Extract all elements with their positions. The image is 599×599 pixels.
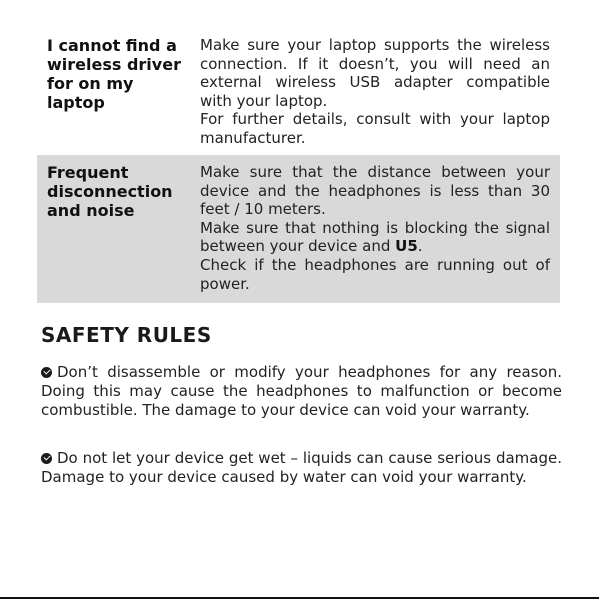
safety-rule-text: Do not let your device get wet – liquids can cause serious damage. Damage to your device caused by water can void your warranty. bbox=[41, 449, 562, 486]
troubleshooting-table bbox=[37, 28, 560, 303]
model-name: U5 bbox=[395, 237, 418, 256]
check-circle-icon bbox=[41, 367, 52, 378]
solution-text: Make sure that nothing is blocking the signal between your device and bbox=[200, 218, 550, 256]
safety-rule bbox=[41, 363, 562, 420]
safety-rules-heading: SAFETY RULES bbox=[41, 323, 212, 347]
troubleshooting-row bbox=[37, 155, 560, 303]
safety-rule-text: Don’t disassemble or modify your headphones for any reason. Doing this may cause the headphones to malfunction or become combustible. The damage to your device can void your warranty. bbox=[41, 363, 562, 419]
problem-cell: I cannot find a wireless driver for on my laptop bbox=[47, 36, 181, 112]
solution-paragraph: Make sure your laptop supports the wireless connection. If it doesn’t, you will need an external wireless USB adapter compatible with your laptop. bbox=[200, 36, 550, 110]
solution-paragraph: For further details, consult with your laptop manufacturer. bbox=[200, 110, 550, 147]
troubleshooting-row bbox=[37, 28, 560, 155]
safety-rule bbox=[41, 449, 562, 487]
solution-cell bbox=[200, 36, 550, 148]
solution-paragraph: Check if the headphones are running out of power. bbox=[200, 255, 550, 293]
solution-paragraph bbox=[200, 219, 550, 256]
solution-paragraph: Make sure that the distance between your device and the headphones is less than 30 feet / 10 meters. bbox=[200, 163, 550, 219]
check-circle-icon bbox=[41, 453, 52, 464]
solution-cell bbox=[200, 163, 550, 293]
sentence-end: . bbox=[417, 237, 423, 256]
problem-cell: Frequent disconnection and noise bbox=[47, 163, 173, 220]
